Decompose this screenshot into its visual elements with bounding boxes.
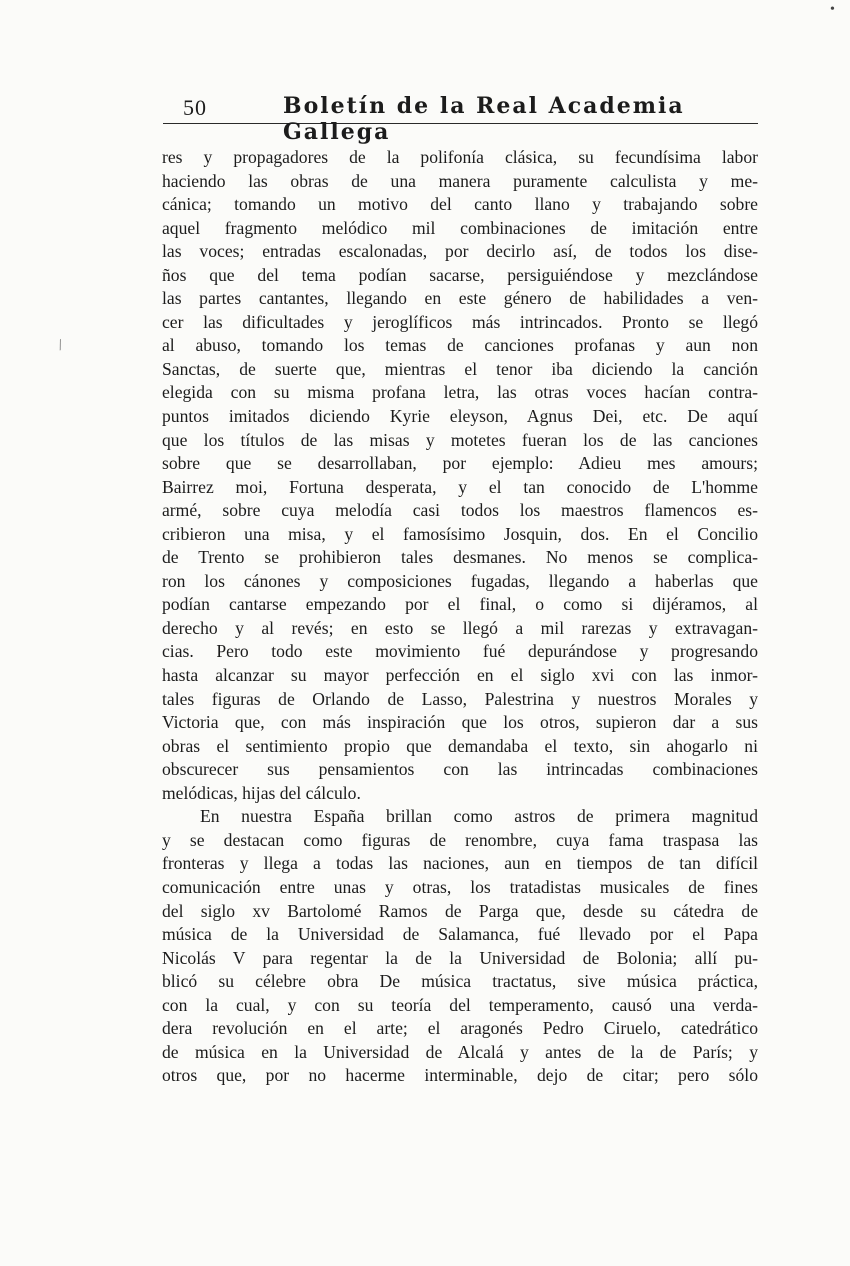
text-line: que los títulos de las misas y motetes fueran los de las canciones (162, 429, 758, 450)
page-number: 50 (183, 95, 207, 120)
text-line: cias. Pero todo este movimiento fué depurándose y progresando (162, 641, 758, 662)
text-line: cer las dificultades y jeroglíficos más intrincados. Pronto se llegó (162, 311, 758, 332)
text-line: Bairrez moi, Fortuna desperata, y el tan conocido de L'homme (162, 476, 758, 497)
text-line: las partes cantantes, llegando en este género de habilidades a ven- (162, 288, 758, 309)
text-line: ños que del tema podían sacarse, persiguiéndose y mezclándose (162, 264, 758, 285)
text-line: blicó su célebre obra De música tractatus, sive música práctica, (162, 971, 758, 992)
text-line: armé, sobre cuya melodía casi todos los maestros flamencos es- (162, 500, 758, 521)
text-line: melódicas, hijas del cálculo. (162, 782, 361, 803)
text-line: Victoria que, con más inspiración que los otros, supieron dar a sus (162, 712, 758, 733)
text-line: otros que, por no hacerme interminable, dejo de citar; pero sólo (162, 1065, 758, 1086)
running-title: Boletín de la Real Academia Gallega (283, 93, 685, 145)
text-line: sobre que se desarrollaban, por ejemplo: Adieu mes amours; (162, 453, 758, 474)
text-line: elegida con su misma profana letra, las otras voces hacían contra- (162, 382, 758, 403)
paragraph-1 (162, 146, 758, 805)
text-line: puntos imitados diciendo Kyrie eleyson, Agnus Dei, etc. De aquí (162, 406, 758, 427)
text-line: con la cual, y con su teoría del temperamento, causó una verda- (162, 994, 758, 1015)
text-line: cánica; tomando un motivo del canto llano y trabajando sobre (162, 194, 758, 215)
text-line: podían cantarse empezando por el final, o como si dijéramos, al (162, 594, 758, 615)
page-header (163, 93, 758, 145)
paragraph-2 (162, 805, 758, 1088)
text-line: res y propagadores de la polifonía clásica, su fecundísima labor (162, 147, 758, 167)
text-line: tales figuras de Orlando de Lasso, Palestrina y nuestros Morales y (162, 688, 758, 709)
text-line: dera revolución en el arte; el aragonés Pedro Ciruelo, catedrático (162, 1018, 758, 1039)
text-line: y se destacan como figuras de renombre, cuya fama traspasa las (162, 829, 758, 850)
text-line: hasta alcanzar su mayor perfección en el siglo xvi con las inmor- (162, 665, 758, 686)
text-line: música de la Universidad de Salamanca, fué llevado por el Papa (162, 924, 758, 945)
text-line: las voces; entradas escalonadas, por decirlo así, de todos los dise- (162, 241, 758, 262)
text-line: al abuso, tomando los temas de canciones profanas y aun non (162, 335, 758, 356)
pencil-mark: ⁄ (55, 338, 67, 353)
body-text (162, 146, 758, 1088)
text-line: comunicación entre unas y otras, los tratadistas musicales de fines (162, 876, 758, 897)
text-line: del siglo xv Bartolomé Ramos de Parga que, desde su cátedra de (162, 900, 758, 921)
text-line: de Trento se prohibieron tales desmanes. No menos se complica- (162, 547, 758, 568)
text-line: de música en la Universidad de Alcalá y antes de la de París; y (162, 1041, 758, 1062)
speck-mark: • (830, 2, 835, 17)
text-line: aquel fragmento melódico mil combinaciones de imitación entre (162, 217, 758, 238)
text-line: derecho y al revés; en esto se llegó a mil rarezas y extravagan- (162, 617, 758, 638)
text-line: Nicolás V para regentar la de la Universidad de Bolonia; allí pu- (162, 947, 758, 968)
text-line: haciendo las obras de una manera puramente calculista y me- (162, 170, 758, 191)
text-line: En nuestra España brillan como astros de primera magnitud (200, 806, 758, 827)
text-line: obscurecer sus pensamientos con las intrincadas combinaciones (162, 759, 758, 780)
text-line: ron los cánones y composiciones fugadas, llegando a haberlas que (162, 570, 758, 591)
text-line: obras el sentimiento propio que demandaba el texto, sin ahogarlo ni (162, 735, 758, 756)
text-line: Sanctas, de suerte que, mientras el tenor iba diciendo la canción (162, 358, 758, 379)
text-line: cribieron una misa, y el famosísimo Josquin, dos. En el Concilio (162, 523, 758, 544)
text-line: fronteras y llega a todas las naciones, aun en tiempos de tan difícil (162, 853, 758, 874)
